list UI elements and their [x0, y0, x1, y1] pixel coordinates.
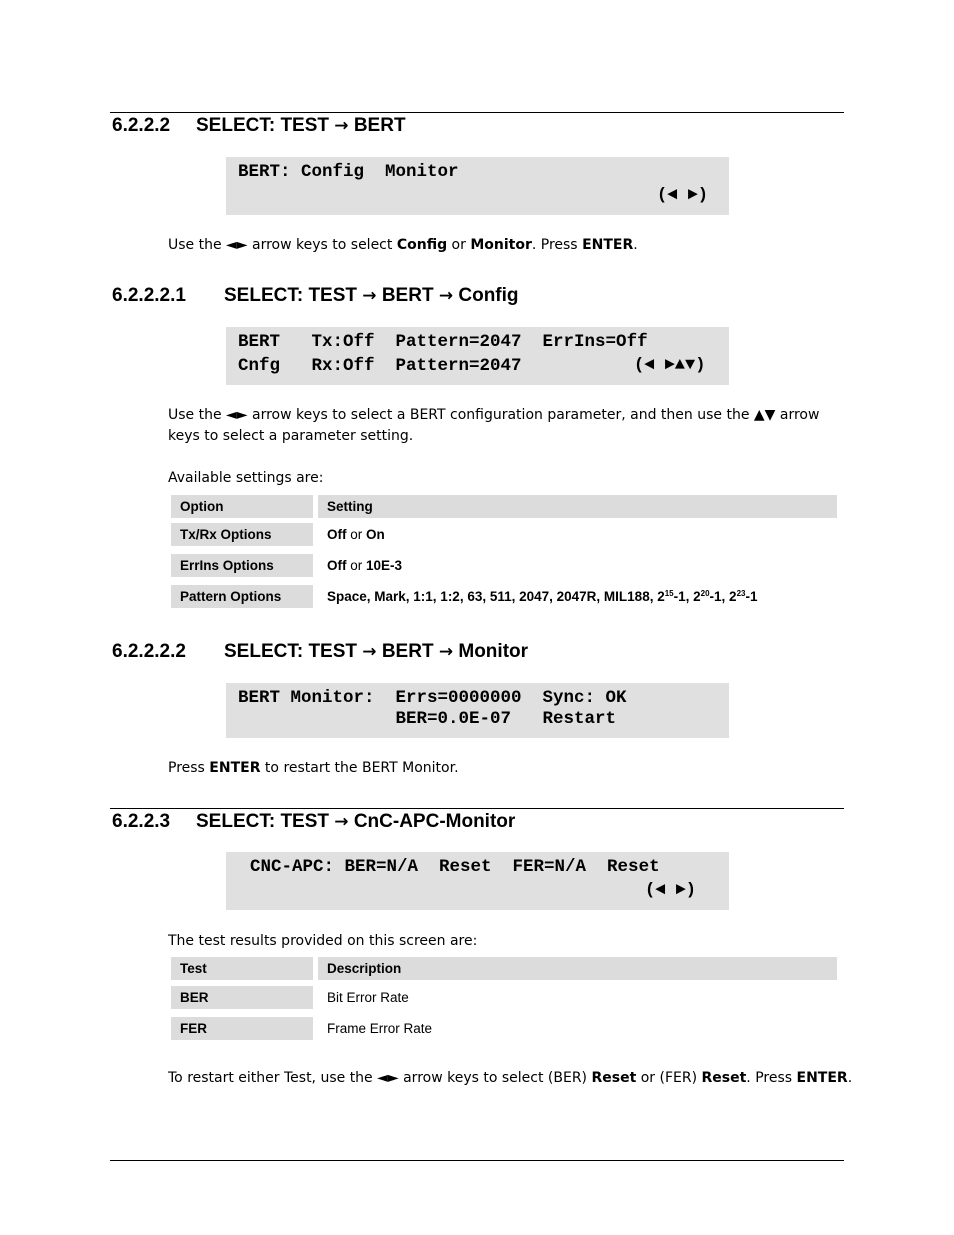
table-row-description: Bit Error Rate: [327, 990, 409, 1005]
arrow-keys-icon: (◄ ►▲▼): [634, 356, 706, 375]
table-row-option: Pattern Options: [171, 585, 313, 608]
table-row-option: Tx/Rx Options: [171, 523, 313, 546]
arrow-icon: →: [438, 286, 454, 306]
section-rule: [110, 808, 844, 809]
available-settings-label: Available settings are:: [168, 470, 324, 486]
lcd-bert: BERT: Config Monitor (◄ ►): [226, 157, 729, 215]
lcd-monitor: BERT Monitor: Errs=0000000 Sync: OK BER=0.0E-07 Restart: [226, 683, 729, 738]
table-header-option: Option: [171, 495, 313, 518]
lcd-config: BERT Tx:Off Pattern=2047 ErrIns=Off Cnfg Rx:Off Pattern=2047 (◄ ►▲▼): [226, 327, 729, 385]
heading-config: 6.2.2.2.1 SELECT: TEST → BERT → Config: [112, 285, 519, 306]
table-row-test: BER: [171, 986, 313, 1009]
para-cnc: To restart either Test, use the ◄► arrow keys to select (BER) Reset or (FER) Reset. Press ENTER.: [168, 1070, 853, 1086]
table-row-setting: Off or 10E-3: [327, 558, 403, 573]
table-row-test: FER: [171, 1017, 313, 1040]
lcd-cnc: CNC-APC: BER=N/A Reset FER=N/A Reset (◄ ►): [226, 852, 729, 910]
heading-monitor: 6.2.2.2.2 SELECT: TEST → BERT → Monitor: [112, 641, 529, 662]
table-row-setting: Space, Mark, 1:1, 1:2, 63, 511, 2047, 2047R, MIL188, $2^{15}-1$, $2^{20}-1$, $2^{23}-1$: [327, 589, 758, 604]
heading-bert: 6.2.2.2 SELECT: TEST → BERT: [112, 115, 406, 136]
arrow-icon: →: [362, 286, 377, 306]
para-bert: Use the ◄► arrow keys to select Config or Monitor. Press ENTER.: [168, 237, 638, 253]
top-rule: [110, 112, 844, 113]
left-right-keys-icon: (◄ ►): [645, 881, 697, 900]
table-header-test: Test: [171, 957, 313, 980]
table-header-setting: Setting: [318, 495, 837, 518]
para-config: Use the ◄► arrow keys to select a BERT configuration parameter, and then use the ▲▼ arrow keys to select a parameter setting.: [168, 407, 820, 444]
table-row-description: Frame Error Rate: [327, 1021, 433, 1036]
heading-cnc: 6.2.2.3 SELECT: TEST → CnC-APC-Monitor: [112, 811, 516, 832]
table-row-option: ErrIns Options: [171, 554, 313, 577]
table-row-setting: Off or On: [327, 527, 385, 542]
arrow-icon: →: [334, 116, 349, 136]
left-right-keys-icon: (◄ ►): [657, 186, 709, 205]
arrow-icon: →: [438, 642, 454, 662]
arrow-icon: →: [334, 812, 349, 832]
bottom-rule: [110, 1160, 844, 1161]
para-monitor: Press ENTER to restart the BERT Monitor.: [168, 760, 459, 776]
table-header-description: Description: [318, 957, 837, 980]
cnc-intro: The test results provided on this screen are:: [168, 933, 478, 949]
arrow-icon: →: [362, 642, 377, 662]
